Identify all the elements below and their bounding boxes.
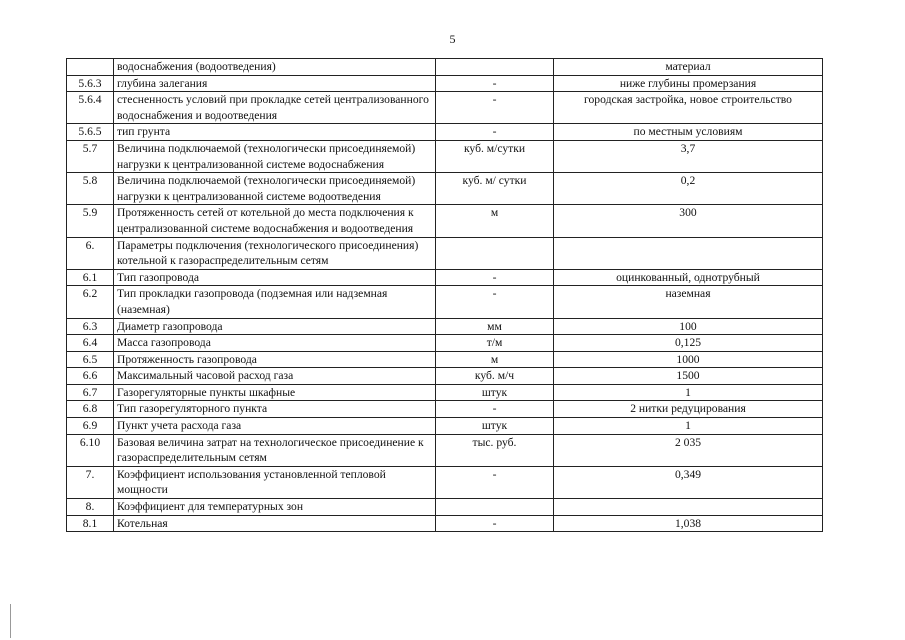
- parameter-name-cell: Диаметр газопровода: [114, 318, 436, 335]
- unit-cell: м: [436, 205, 554, 237]
- table-row: [67, 434, 823, 466]
- row-number-cell: 6.6: [67, 368, 114, 385]
- row-number-cell: 5.9: [67, 205, 114, 237]
- unit-cell: -: [436, 269, 554, 286]
- parameter-name-cell: Протяженность сетей от котельной до места подключения к централизованной системе водоснабжения и водоотведения: [114, 205, 436, 237]
- parameter-name-cell: Параметры подключения (технологического присоединения) котельной к газораспределительным сетям: [114, 237, 436, 269]
- parameters-table: [66, 58, 823, 532]
- value-cell: оцинкованный, однотрубный: [554, 269, 823, 286]
- row-number-cell: 8.: [67, 499, 114, 516]
- table-row: [67, 466, 823, 498]
- table-row: [67, 351, 823, 368]
- unit-cell: [436, 499, 554, 516]
- row-number-cell: 5.6.3: [67, 75, 114, 92]
- table-row: [67, 140, 823, 172]
- value-cell: наземная: [554, 286, 823, 318]
- unit-cell: -: [436, 124, 554, 141]
- value-cell: 0,349: [554, 466, 823, 498]
- table-row: [67, 237, 823, 269]
- row-number-cell: 5.8: [67, 173, 114, 205]
- unit-cell: -: [436, 286, 554, 318]
- unit-cell: т/м: [436, 335, 554, 352]
- row-number-cell: 5.6.4: [67, 92, 114, 124]
- unit-cell: куб. м/ч: [436, 368, 554, 385]
- table-row: [67, 75, 823, 92]
- row-number-cell: 6.7: [67, 384, 114, 401]
- table-row: [67, 499, 823, 516]
- table-row: [67, 515, 823, 532]
- parameter-name-cell: Протяженность газопровода: [114, 351, 436, 368]
- unit-cell: -: [436, 401, 554, 418]
- value-cell: 0,2: [554, 173, 823, 205]
- row-number-cell: 6.5: [67, 351, 114, 368]
- row-number-cell: 6.10: [67, 434, 114, 466]
- row-number-cell: 8.1: [67, 515, 114, 532]
- value-cell: [554, 237, 823, 269]
- value-cell: 2 035: [554, 434, 823, 466]
- value-cell: по местным условиям: [554, 124, 823, 141]
- table-row: [67, 318, 823, 335]
- unit-cell: куб. м/ сутки: [436, 173, 554, 205]
- row-number-cell: 6.4: [67, 335, 114, 352]
- row-number-cell: [67, 59, 114, 76]
- unit-cell: м: [436, 351, 554, 368]
- table-row: [67, 335, 823, 352]
- value-cell: 1,038: [554, 515, 823, 532]
- table-row: [67, 59, 823, 76]
- parameter-name-cell: Коэффициент использования установленной тепловой мощности: [114, 466, 436, 498]
- value-cell: ниже глубины промерзания: [554, 75, 823, 92]
- value-cell: 100: [554, 318, 823, 335]
- parameter-name-cell: Величина подключаемой (технологически присоединяемой) нагрузки к централизованной системе водоотведения: [114, 173, 436, 205]
- parameter-name-cell: стесненность условий при прокладке сетей централизованного водоснабжения и водоотведения: [114, 92, 436, 124]
- value-cell: материал: [554, 59, 823, 76]
- row-number-cell: 6.2: [67, 286, 114, 318]
- unit-cell: тыс. руб.: [436, 434, 554, 466]
- parameter-name-cell: Газорегуляторные пункты шкафные: [114, 384, 436, 401]
- parameter-name-cell: глубина залегания: [114, 75, 436, 92]
- value-cell: [554, 499, 823, 516]
- unit-cell: мм: [436, 318, 554, 335]
- parameter-name-cell: водоснабжения (водоотведения): [114, 59, 436, 76]
- value-cell: городская застройка, новое строительство: [554, 92, 823, 124]
- unit-cell: -: [436, 75, 554, 92]
- row-number-cell: 6.8: [67, 401, 114, 418]
- unit-cell: [436, 59, 554, 76]
- table-row: [67, 124, 823, 141]
- table-row: [67, 401, 823, 418]
- row-number-cell: 6.9: [67, 418, 114, 435]
- row-number-cell: 5.7: [67, 140, 114, 172]
- table-row: [67, 205, 823, 237]
- value-cell: 1: [554, 384, 823, 401]
- parameter-name-cell: Максимальный часовой расход газа: [114, 368, 436, 385]
- unit-cell: куб. м/сутки: [436, 140, 554, 172]
- unit-cell: штук: [436, 418, 554, 435]
- page-number: 5: [449, 32, 456, 46]
- table-row: [67, 384, 823, 401]
- unit-cell: -: [436, 466, 554, 498]
- parameter-name-cell: Тип газопровода: [114, 269, 436, 286]
- parameter-name-cell: Пункт учета расхода газа: [114, 418, 436, 435]
- parameter-name-cell: Котельная: [114, 515, 436, 532]
- table-row: [67, 269, 823, 286]
- value-cell: 300: [554, 205, 823, 237]
- value-cell: 1: [554, 418, 823, 435]
- margin-line: [10, 604, 11, 638]
- unit-cell: -: [436, 515, 554, 532]
- parameter-name-cell: Масса газопровода: [114, 335, 436, 352]
- parameter-name-cell: Коэффициент для температурных зон: [114, 499, 436, 516]
- row-number-cell: 6.3: [67, 318, 114, 335]
- value-cell: 2 нитки редуцирования: [554, 401, 823, 418]
- unit-cell: [436, 237, 554, 269]
- value-cell: 3,7: [554, 140, 823, 172]
- parameter-name-cell: Базовая величина затрат на технологическое присоединение к газораспределительным сетям: [114, 434, 436, 466]
- value-cell: 1000: [554, 351, 823, 368]
- row-number-cell: 5.6.5: [67, 124, 114, 141]
- row-number-cell: 6.1: [67, 269, 114, 286]
- parameter-name-cell: Тип прокладки газопровода (подземная или надземная (наземная): [114, 286, 436, 318]
- unit-cell: штук: [436, 384, 554, 401]
- table-row: [67, 92, 823, 124]
- row-number-cell: 6.: [67, 237, 114, 269]
- unit-cell: -: [436, 92, 554, 124]
- row-number-cell: 7.: [67, 466, 114, 498]
- table-row: [67, 286, 823, 318]
- table-row: [67, 418, 823, 435]
- value-cell: 0,125: [554, 335, 823, 352]
- parameter-name-cell: Величина подключаемой (технологически присоединяемой) нагрузки к централизованной системе водоснабжения: [114, 140, 436, 172]
- value-cell: 1500: [554, 368, 823, 385]
- table-row: [67, 368, 823, 385]
- table-row: [67, 173, 823, 205]
- parameter-name-cell: Тип газорегуляторного пункта: [114, 401, 436, 418]
- parameter-name-cell: тип грунта: [114, 124, 436, 141]
